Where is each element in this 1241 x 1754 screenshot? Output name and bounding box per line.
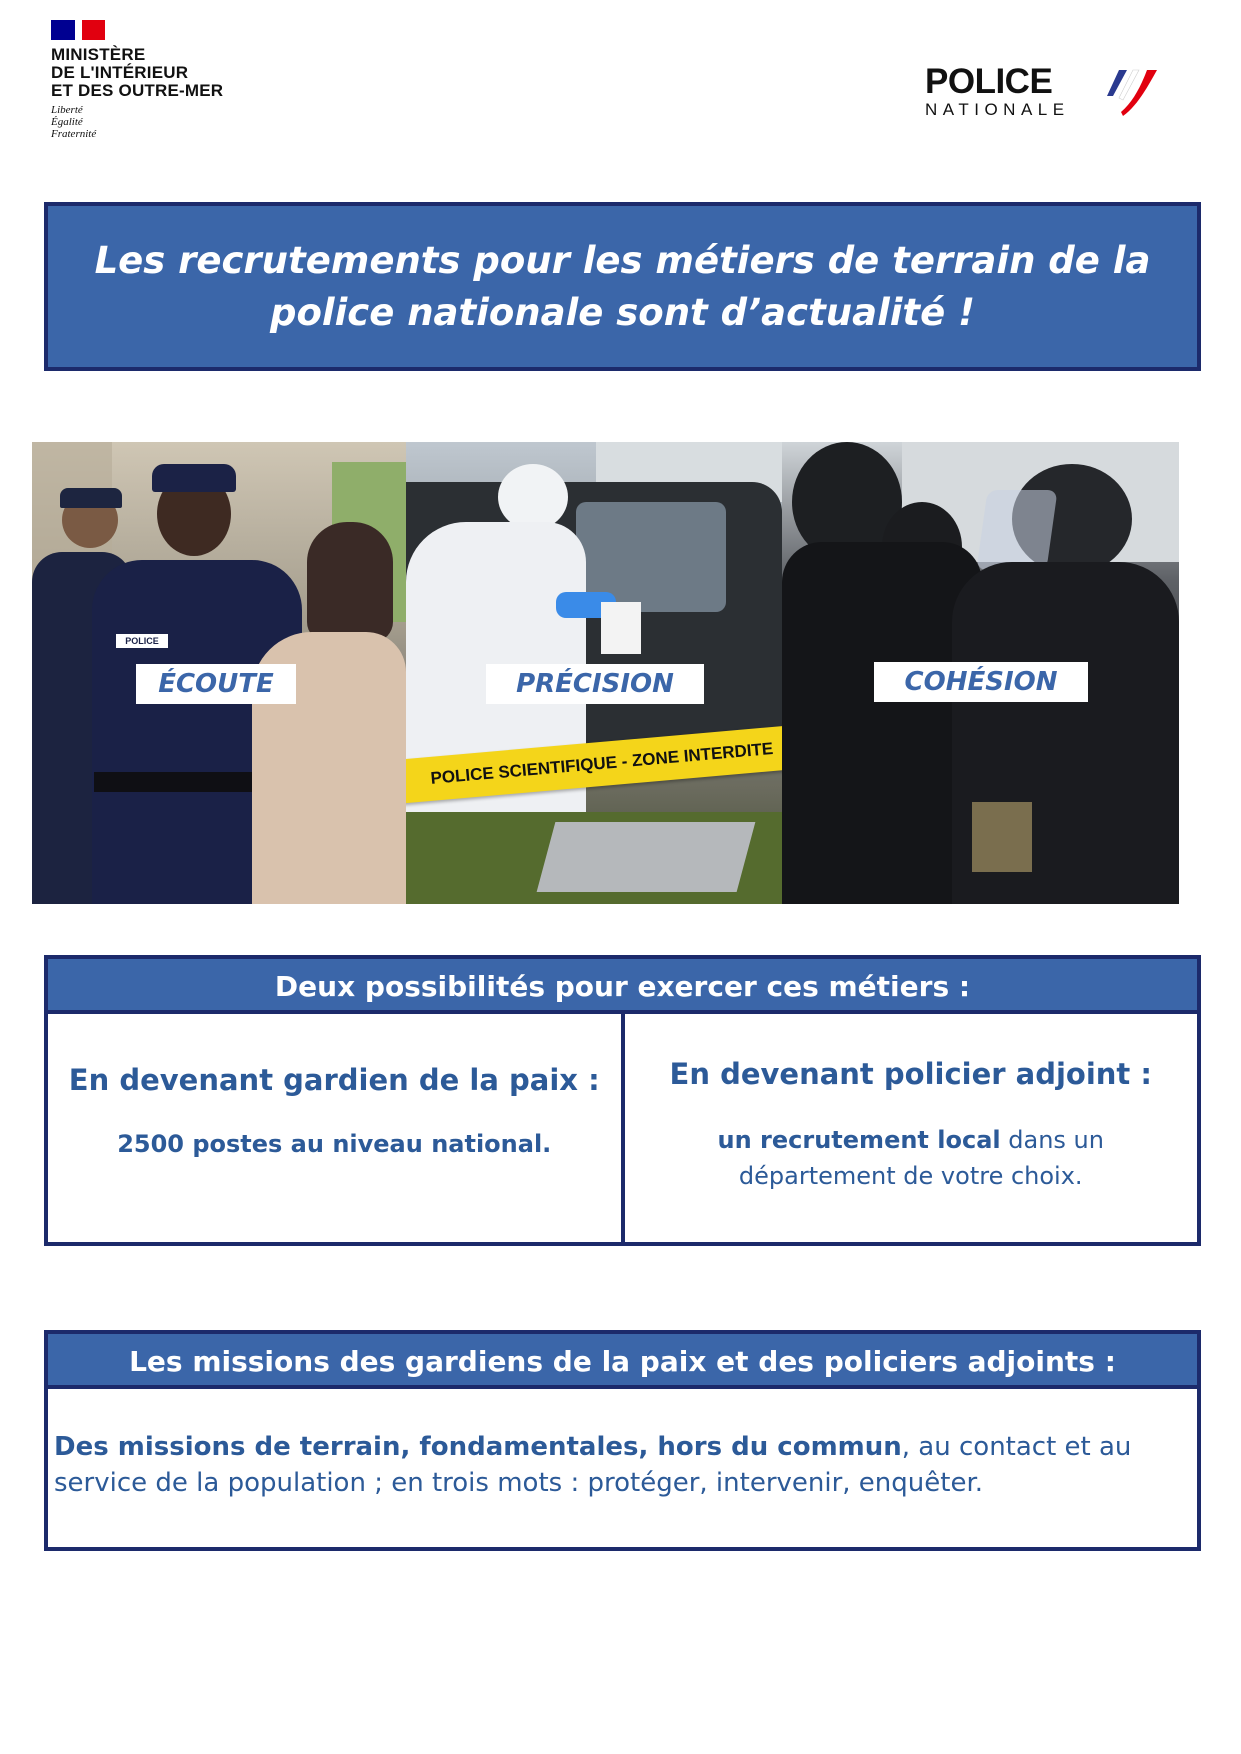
photo-label-precision: PRÉCISION (486, 664, 704, 704)
possibilities-columns (48, 1014, 1197, 1242)
photo-cohesion (782, 442, 1179, 904)
ministry-line: DE L'INTÉRIEUR (51, 63, 189, 82)
missions-section (44, 1330, 1201, 1551)
missions-heading: Les missions des gardiens de la paix et des policiers adjoints : (48, 1334, 1197, 1389)
photo-strip (32, 442, 1179, 904)
motto-line: Fraternité (51, 128, 97, 140)
gardien-detail (48, 1126, 621, 1162)
motto-line: Égalité (51, 116, 83, 128)
missions-text (48, 1389, 1197, 1501)
ministry-name (51, 46, 271, 100)
motto (51, 104, 271, 140)
french-flag-icon (51, 20, 105, 40)
page-title: Les recrutements pour les métiers de terrain de la police nationale sont d’actualité ! (94, 238, 1151, 334)
tape-text: POLICE SCIENTIFIQUE - ZONE INTERDITE (429, 738, 774, 788)
gardien-title: En devenant gardien de la paix : (68, 1063, 600, 1097)
ministry-logo (51, 20, 271, 140)
police-word: POLICE (925, 62, 1053, 101)
motto-line: Liberté (51, 104, 83, 116)
photo-precision (406, 442, 782, 904)
gardien-column (48, 1014, 621, 1242)
title-banner (44, 202, 1201, 371)
missions-text-bold: Des missions de terrain, fondamentales, hors du commun (54, 1432, 902, 1462)
gardien-detail-text: 2500 postes au niveau national. (117, 1130, 552, 1158)
adjoint-column (621, 1014, 1198, 1242)
ministry-line: MINISTÈRE (51, 45, 146, 64)
adjoint-title: En devenant policier adjoint : (669, 1057, 1152, 1091)
badge: POLICE (116, 634, 168, 648)
photo-label-ecoute: ÉCOUTE (136, 664, 296, 704)
possibilities-heading: Deux possibilités pour exercer ces métiers : (48, 959, 1197, 1014)
possibilities-section (44, 955, 1201, 1246)
police-nationale-logo (925, 64, 1175, 124)
photo-label-cohesion: COHÉSION (874, 662, 1088, 702)
adjoint-detail-rest: dans un département de votre choix. (738, 1126, 1104, 1190)
tricolor-slashes-icon (1103, 66, 1163, 118)
missions-text-rest: , au contact et au service de la population ; en trois mots : protéger, intervenir, enquêter. (54, 1432, 1132, 1498)
adjoint-detail-bold: un recrutement local (717, 1126, 1001, 1154)
ministry-line: ET DES OUTRE-MER (51, 81, 224, 100)
nationale-word: NATIONALE (925, 100, 1070, 119)
photo-ecoute (32, 442, 406, 904)
adjoint-detail (625, 1122, 1198, 1194)
